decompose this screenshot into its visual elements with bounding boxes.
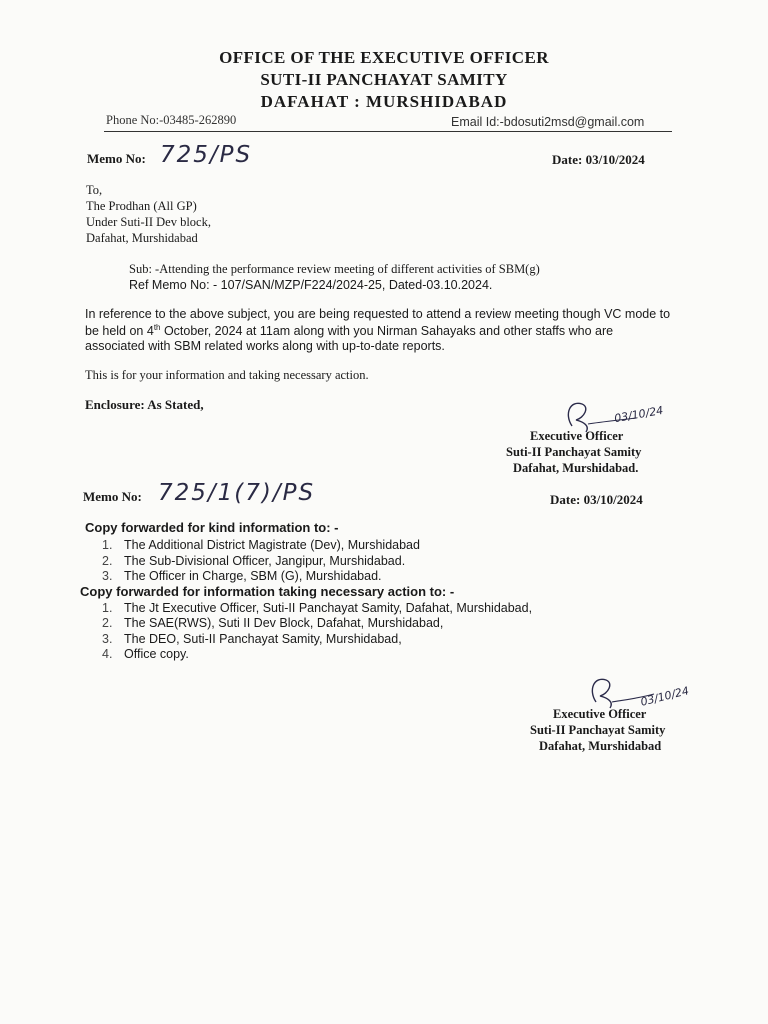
signatory-2-place: Dafahat, Murshidabad [539,739,662,753]
info-statement: This is for your information and taking necessary action. [85,368,369,382]
header-divider [104,131,672,132]
signatory-1-place: Dafahat, Murshidabad. [513,461,639,475]
signatory-1-org: Suti-II Panchayat Samity [506,445,642,459]
memo-date: Date: 03/10/2024 [552,152,645,167]
list-item: 3. The DEO, Suti-II Panchayat Samity, Murshidabad, [102,632,402,646]
list-item: 2. The Sub-Divisional Officer, Jangipur, Murshidabad. [102,554,406,568]
signatory-2-org: Suti-II Panchayat Samity [530,723,666,737]
subject-line: Sub: -Attending the performance review meeting of different activities of SBM(g) [129,262,540,276]
list-item: 3. The Officer in Charge, SBM (G), Murshidabad. [102,569,382,583]
body-paragraph-line-2: be held on 4th October, 2024 at 11am along with you Nirman Sahayaks and other staffs who are [85,323,614,339]
address-to: To, [86,183,103,197]
address-line-1: The Prodhan (All GP) [86,199,197,213]
reference-memo: Ref Memo No: - 107/SAN/MZP/F224/2024-25, Dated-03.10.2024. [129,278,493,292]
location-title: DAFAHAT : MURSHIDABAD [260,92,508,111]
samity-title: SUTI-II PANCHAYAT SAMITY [260,70,508,89]
signature-1-date: 03/10/24 [613,403,665,426]
memo-2-number-handwritten: 725/1(7)/PS [158,480,316,506]
memo-label: Memo No: [87,151,146,166]
memo-number-handwritten: 725/PS [160,142,253,168]
memo-2-label: Memo No: [83,489,142,504]
copy-action-heading: Copy forwarded for information taking necessary action to: - [80,584,455,599]
enclosure-note: Enclosure: As Stated, [85,397,204,412]
address-line-2: Under Suti-II Dev block, [86,215,211,229]
signatory-1-title: Executive Officer [530,429,624,443]
list-item: 2. The SAE(RWS), Suti II Dev Block, Dafahat, Murshidabad, [102,616,444,630]
list-item: 4. Office copy. [102,647,189,661]
phone-number: Phone No:-03485-262890 [106,113,237,127]
signature-2-date: 03/10/24 [639,684,691,709]
body-paragraph-line-3: associated with SBM related works along with up-to-date reports. [85,339,445,353]
signatory-2-title: Executive Officer [553,707,647,721]
address-line-3: Dafahat, Murshidabad [86,231,198,245]
copy-info-heading: Copy forwarded for kind information to: - [85,520,339,535]
body-paragraph-line-1: In reference to the above subject, you are being requested to attend a review meeting though VC mode to [85,307,671,321]
memo-2-date: Date: 03/10/2024 [550,492,643,507]
email-address: Email Id:-bdosuti2msd@gmail.com [451,115,645,129]
list-item: 1. The Additional District Magistrate (Dev), Murshidabad [102,538,420,552]
office-title: OFFICE OF THE EXECUTIVE OFFICER [219,48,549,67]
list-item: 1. The Jt Executive Officer, Suti-II Panchayat Samity, Dafahat, Murshidabad, [102,601,533,615]
